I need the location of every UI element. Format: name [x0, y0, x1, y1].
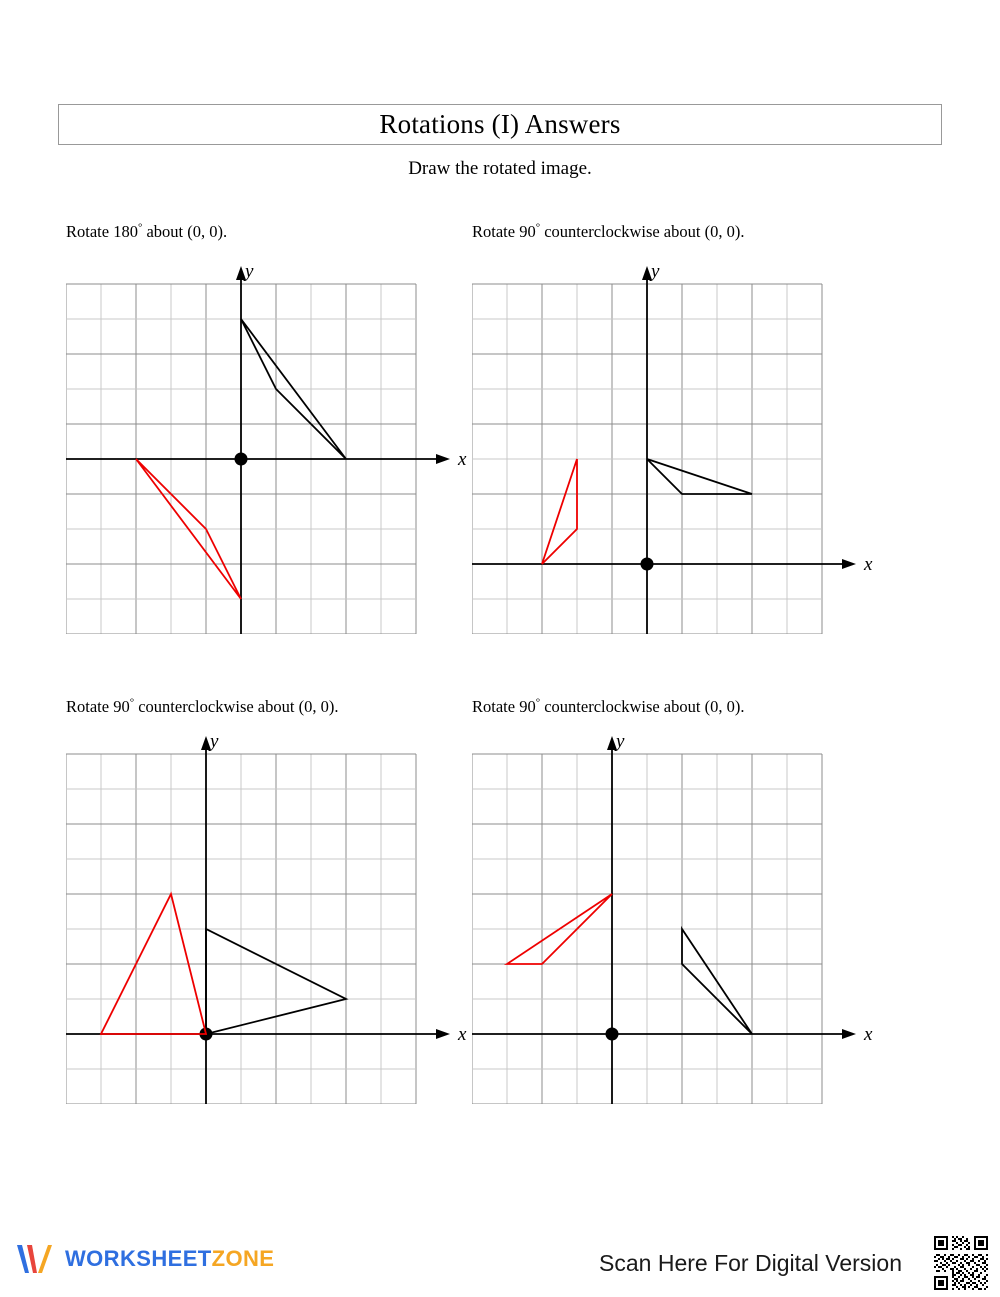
y-axis-label: y	[616, 732, 625, 752]
origin-point	[606, 1028, 619, 1041]
worksheet-zone-logo[interactable]	[14, 1242, 274, 1276]
problem-4-label-suffix: counterclockwise about (0, 0).	[540, 697, 745, 716]
problem-2-label-prefix: Rotate 90	[472, 222, 536, 241]
origin-point	[235, 453, 248, 466]
x-axis-label: x	[458, 1024, 467, 1045]
problem-3-label	[66, 697, 338, 717]
qr-code-image	[932, 1234, 990, 1292]
problem-2-graph	[472, 262, 884, 634]
axes	[66, 266, 450, 634]
page-footer	[0, 1228, 1000, 1294]
worksheet-instruction: Draw the rotated image.	[408, 158, 592, 179]
coordinate-plane-1	[66, 262, 478, 634]
degree-symbol: °	[137, 221, 143, 234]
problem-2-label-suffix: counterclockwise about (0, 0).	[540, 222, 745, 241]
page-title: Rotations (I) Answers	[379, 109, 621, 139]
grid-lines	[66, 754, 416, 1104]
scan-prompt-text: Scan Here For Digital Version	[599, 1250, 902, 1276]
x-axis-label: x	[458, 449, 467, 470]
degree-symbol: °	[535, 696, 541, 709]
shape-image	[542, 459, 577, 564]
axes	[472, 736, 856, 1104]
qr-code[interactable]	[932, 1234, 990, 1292]
degree-symbol: °	[129, 696, 135, 709]
problem-2-label	[472, 222, 744, 242]
axes	[66, 736, 450, 1104]
w-logo-icon	[14, 1242, 56, 1276]
grid-lines	[472, 754, 822, 1104]
problem-1-label-prefix: Rotate 180	[66, 222, 138, 241]
y-axis-label: y	[245, 262, 254, 282]
y-axis-label: y	[210, 732, 219, 752]
brand-worksheet-text: WORKSHEET	[65, 1246, 212, 1271]
x-axis-label: x	[864, 554, 873, 575]
problem-1-label-suffix: about (0, 0).	[142, 222, 228, 241]
worksheet-title-box	[58, 104, 942, 145]
shape-preimage	[647, 459, 752, 494]
problem-4-graph	[472, 732, 884, 1104]
problem-3-graph	[66, 732, 478, 1104]
problem-1-label	[66, 222, 227, 242]
coordinate-plane-4	[472, 732, 884, 1104]
problem-3-label-prefix: Rotate 90	[66, 697, 130, 716]
y-axis-label: y	[651, 262, 660, 282]
problem-1-graph	[66, 262, 478, 634]
brand-text	[65, 1246, 274, 1272]
coordinate-plane-3	[66, 732, 478, 1104]
x-axis-label: x	[864, 1024, 873, 1045]
problem-4-label-prefix: Rotate 90	[472, 697, 536, 716]
origin-point	[641, 558, 654, 571]
degree-symbol: °	[535, 221, 541, 234]
coordinate-plane-2	[472, 262, 884, 634]
problem-3-label-suffix: counterclockwise about (0, 0).	[134, 697, 339, 716]
problem-4-label	[472, 697, 744, 717]
axes	[472, 266, 856, 634]
brand-zone-text: ZONE	[211, 1246, 275, 1271]
